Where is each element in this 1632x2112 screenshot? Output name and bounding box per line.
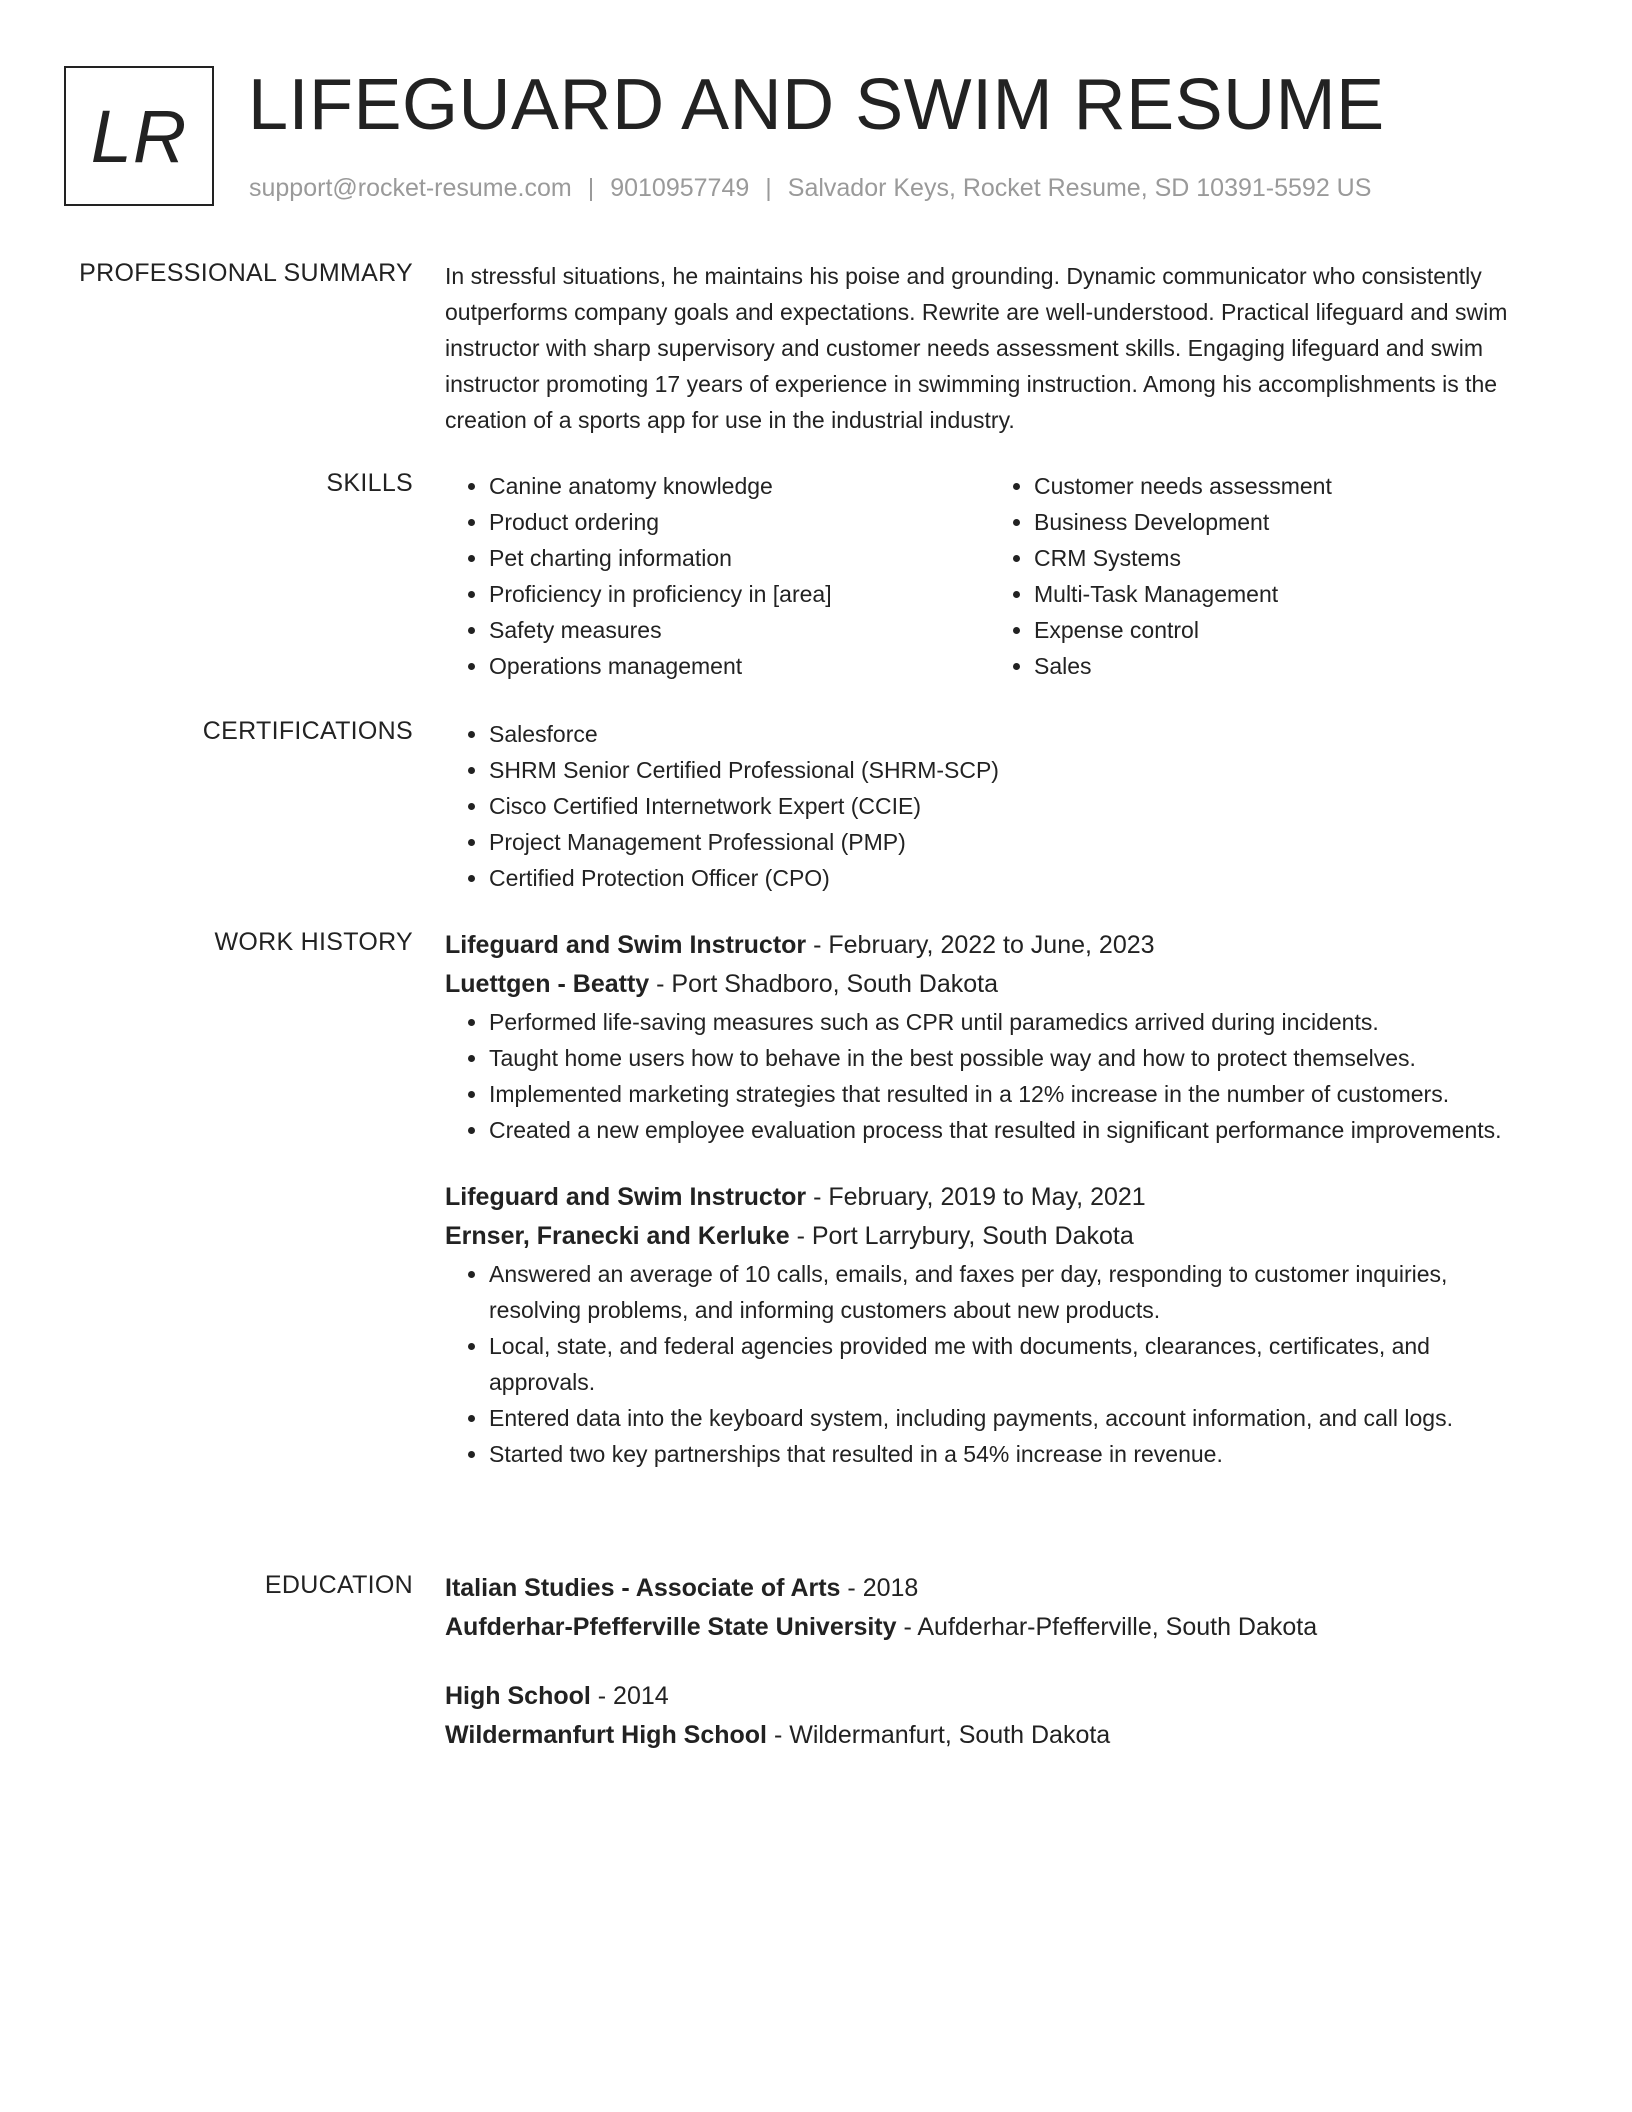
contact-separator: |: [765, 174, 772, 202]
skill-item: • Operations management: [489, 648, 990, 684]
job-company: Luettgen - Beatty: [445, 970, 650, 998]
education-degree-line: [445, 1677, 1535, 1716]
job-location: - Port Shadboro, South Dakota: [656, 970, 999, 998]
education-year: - 2018: [847, 1574, 919, 1602]
skill-item: • CRM Systems: [1034, 540, 1535, 576]
job-bullets: [445, 1256, 1535, 1472]
certification-item: • SHRM Senior Certified Professional (SHRM-SCP): [489, 752, 1535, 788]
section-label-summary: PROFESSIONAL SUMMARY: [79, 259, 413, 287]
skills-column-right: [990, 468, 1535, 684]
skills-body: [445, 468, 1535, 684]
education-location: - Aufderhar-Pfefferville, South Dakota: [903, 1613, 1318, 1641]
job-bullet: • Started two key partnerships that resulted in a 54% increase in revenue.: [489, 1436, 1535, 1472]
job-bullet: • Local, state, and federal agencies provided me with documents, clearances, certificates, and approvals.: [489, 1328, 1535, 1400]
education-body: [445, 1569, 1535, 1755]
education-location: - Wildermanfurt, South Dakota: [773, 1721, 1111, 1749]
job-bullet: • Performed life-saving measures such as CPR until paramedics arrived during incidents.: [489, 1004, 1535, 1040]
skill-item: • Expense control: [1034, 612, 1535, 648]
skill-item: • Sales: [1034, 648, 1535, 684]
section-label-certifications: CERTIFICATIONS: [202, 717, 413, 745]
skill-item: • Business Development: [1034, 504, 1535, 540]
job-bullet: • Created a new employee evaluation process that resulted in significant performance improvements.: [489, 1112, 1535, 1148]
section-label-skills: SKILLS: [326, 469, 413, 497]
job-dates: - February, 2022 to June, 2023: [813, 931, 1155, 959]
job-company-line: [445, 965, 1535, 1004]
job-bullet: • Taught home users how to behave in the best possible way and how to protect themselves.: [489, 1040, 1535, 1076]
skill-item: • Customer needs assessment: [1034, 468, 1535, 504]
monogram-logo: LR: [64, 66, 214, 206]
education-degree: Italian Studies - Associate of Arts: [445, 1574, 841, 1602]
certification-item: • Certified Protection Officer (CPO): [489, 860, 1535, 896]
skill-item: • Pet charting information: [489, 540, 990, 576]
education-degree: High School: [445, 1682, 591, 1710]
contact-email: support@rocket-resume.com: [249, 174, 572, 202]
certifications-body: [445, 716, 1535, 896]
contact-phone: 9010957749: [610, 174, 750, 202]
contact-separator: |: [587, 174, 595, 202]
job-bullet: • Entered data into the keyboard system, including payments, account information, and call logs.: [489, 1400, 1535, 1436]
summary-body: [445, 258, 1535, 438]
skills-column-left: [445, 468, 990, 684]
resume-header: [64, 66, 1572, 210]
education-degree-line: [445, 1569, 1535, 1608]
resume-title: LIFEGUARD AND SWIM RESUME: [248, 65, 1385, 145]
skills-grid: [445, 468, 1535, 684]
education-school-line: [445, 1716, 1535, 1755]
certification-item: • Cisco Certified Internetwork Expert (CCIE): [489, 788, 1535, 824]
job-bullet: • Answered an average of 10 calls, emails, and faxes per day, responding to customer inquiries, resolving problems, and informing customers about new products.: [489, 1256, 1535, 1328]
work-history-body: [445, 926, 1535, 1472]
job-entry: [445, 926, 1535, 1148]
certification-item: • Project Management Professional (PMP): [489, 824, 1535, 860]
education-entry: [445, 1677, 1535, 1755]
section-label-work-history: WORK HISTORY: [214, 928, 413, 956]
section-label-education: EDUCATION: [264, 1571, 413, 1599]
contact-address: Salvador Keys, Rocket Resume, SD 10391-5592 US: [787, 174, 1372, 202]
job-dates: - February, 2019 to May, 2021: [813, 1183, 1146, 1211]
education-school: Wildermanfurt High School: [445, 1721, 767, 1749]
skill-item: • Canine anatomy knowledge: [489, 468, 990, 504]
job-company: Ernser, Franecki and Kerluke: [445, 1222, 790, 1250]
education-entry: [445, 1569, 1535, 1647]
job-title-line: [445, 1178, 1535, 1217]
summary-text: In stressful situations, he maintains his poise and grounding. Dynamic communicator who consistently outperforms company goals and expectations. Rewrite are well-understood. Practical lifeguard and swim instructor with sharp supervisory and customer needs assessment skills. Engaging lifeguard and swim instructor promoting 17 years of experience in swimming instruction. Among his accomplishments is the creation of a sports app for use in the industrial industry.: [445, 263, 1508, 433]
skill-item: • Proficiency in proficiency in [area]: [489, 576, 990, 612]
job-location: - Port Larrybury, South Dakota: [796, 1222, 1134, 1250]
skill-item: • Product ordering: [489, 504, 990, 540]
education-year: - 2014: [597, 1682, 669, 1710]
education-school: Aufderhar-Pfefferville State University: [445, 1613, 897, 1641]
skill-item: • Safety measures: [489, 612, 990, 648]
job-bullets: [445, 1004, 1535, 1148]
job-title: Lifeguard and Swim Instructor: [445, 1183, 807, 1211]
education-school-line: [445, 1608, 1535, 1647]
job-company-line: [445, 1217, 1535, 1256]
job-entry: [445, 1178, 1535, 1472]
skill-item: • Multi-Task Management: [1034, 576, 1535, 612]
job-title: Lifeguard and Swim Instructor: [445, 931, 807, 959]
certification-item: • Salesforce: [489, 716, 1535, 752]
job-title-line: [445, 926, 1535, 965]
job-bullet: • Implemented marketing strategies that resulted in a 12% increase in the number of customers.: [489, 1076, 1535, 1112]
contact-line: [249, 174, 1371, 203]
